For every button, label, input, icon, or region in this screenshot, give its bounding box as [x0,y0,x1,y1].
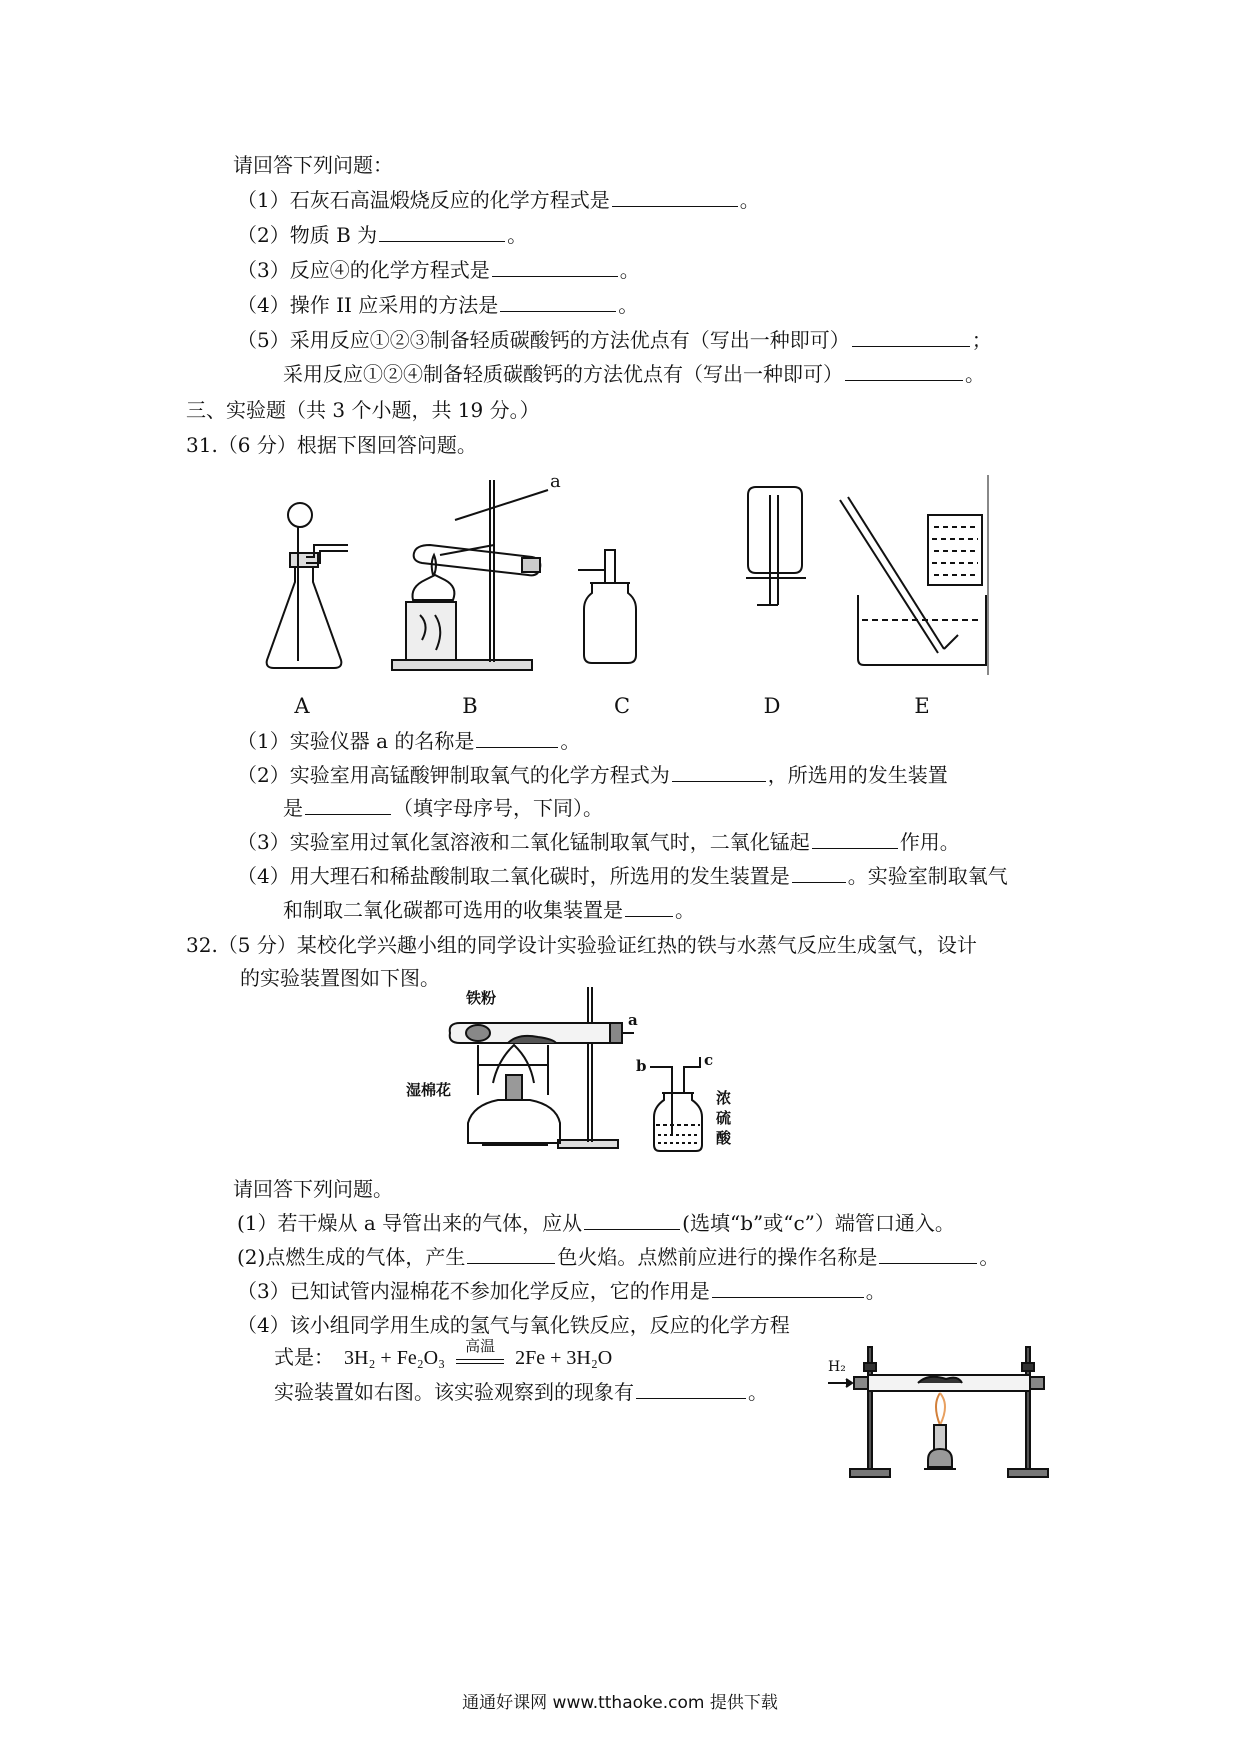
iron-powder-label: 铁粉 [466,989,497,1007]
q30-item-3-text: （3）反应④的化学方程式是 [237,258,490,282]
port-c-label: c [704,1051,714,1069]
h2-label: H₂ [828,1359,846,1375]
equation-left: 3H₂ + Fe₂O₃ [344,1347,446,1369]
conc-acid-label-2: 硫 [716,1109,732,1127]
q31-item-3-text: （3）实验室用过氧化氢溶液和二氧化锰制取氧气时，二氧化锰起 [237,830,810,854]
answer-blank[interactable] [467,1245,555,1264]
q30-item-5b: 采用反应①②④制备轻质碳酸钙的方法优点有（写出一种即可） 。 [283,362,985,386]
q30-item-1: （1）石灰石高温煅烧反应的化学方程式是 。 [237,188,760,212]
apparatus-c-bottle [578,550,636,663]
answer-blank[interactable] [712,1279,864,1298]
q30-item-4-text: （4）操作 II 应采用的方法是 [237,293,499,317]
apparatus-b-heating [392,480,548,670]
q30-item-2-text: （2）物质 B 为 [237,223,378,247]
q30-item-5a: （5）采用反应①②③制备轻质碳酸钙的方法优点有（写出一种即可） ； [237,328,992,352]
q32-equation: 式是： 3H₂ + Fe₂O₃ 高温 2Fe + 3H₂O [274,1339,613,1369]
apparatus-a-label: a [550,471,561,492]
equation-right: 2Fe + 3H₂O [515,1347,613,1369]
q31-item-1: （1）实验仪器 a 的名称是 。 [237,729,581,753]
apparatus-letter-b: B [462,694,478,718]
apparatus-a-flask [267,503,348,668]
apparatus-letter-e: E [914,694,930,718]
q31-item-2b: 是 （填字母序号，下同）。 [283,796,603,820]
q31-item-2: （2）实验室用高锰酸钾制取氧气的化学方程式为 ，所选用的发生装置 [237,763,948,787]
port-b-label: b [636,1057,647,1075]
q32-item-4-text: （4）该小组同学用生成的氢气与氧化铁反应，反应的化学方程 [237,1313,790,1337]
q30-item-3: （3）反应④的化学方程式是 。 [237,258,640,282]
answer-blank[interactable] [812,830,898,849]
q32-item-3-text: （3）已知试管内湿棉花不参加化学反应，它的作用是 [237,1279,710,1303]
q31-apparatus-figure [250,471,1050,725]
q31-item-3: （3）实验室用过氧化氢溶液和二氧化锰制取氧气时，二氧化锰起 作用。 [237,830,960,854]
q32-item-4-last: 实验装置如右图。该实验观察到的现象有 。 [274,1380,768,1404]
apparatus-letter-c: C [613,694,631,718]
q30-item-2: （2）物质 B 为 。 [237,223,528,247]
answer-blank[interactable] [852,328,970,347]
answer-blank[interactable] [492,258,618,277]
q31-item-2-text: （2）实验室用高锰酸钾制取氧气的化学方程式为 [237,763,670,787]
wet-cotton-label: 湿棉花 [406,1081,452,1099]
conc-acid-label-3: 酸 [716,1129,732,1147]
page-footer: 通通好课网 www.tthaoke.com 提供下载 [462,1693,778,1713]
answer-blank[interactable] [625,898,673,917]
q31-item-4-text: （4）用大理石和稀盐酸制取二氧化碳时，所选用的发生装置是 [237,864,790,888]
answer-blank[interactable] [672,763,766,782]
q32-item-1-text: (1）若干燥从 a 导管出来的气体，应从 [237,1211,583,1235]
q30-item-4: （4）操作 II 应采用的方法是 。 [237,293,639,317]
q30-item-5b-text: 采用反应①②④制备轻质碳酸钙的方法优点有（写出一种即可） [283,362,843,386]
q32-title-line2: 的实验装置图如下图。 [240,966,440,990]
q32-item-2-text: (2)点燃生成的气体，产生 [237,1245,466,1269]
answer-blank[interactable] [636,1380,746,1399]
port-a-label: a [628,1011,638,1029]
q32-item-4 [237,1313,790,1337]
apparatus-letter-a: A [294,694,310,718]
answer-blank[interactable] [792,864,846,883]
answer-intro: 请回答下列问题： [233,153,393,177]
answer-blank[interactable] [584,1211,680,1230]
reaction-condition: 高温 [456,1351,504,1364]
apparatus-e-trough [840,475,988,675]
answer-blank[interactable] [879,1245,977,1264]
q31-item-1-text: （1）实验仪器 a 的名称是 [237,729,475,753]
q32-item-2: (2)点燃生成的气体，产生 色火焰。点燃前应进行的操作名称是 。 [237,1245,1000,1269]
answer-blank[interactable] [476,729,558,748]
conc-acid-label-1: 浓 [716,1089,732,1107]
q31-title: 31.（6 分）根据下图回答问题。 [186,433,477,457]
q30-item-1-text: （1）石灰石高温煅烧反应的化学方程式是 [237,188,610,212]
apparatus-d-inverted-bottle [746,487,806,605]
q32-title-line1: 32.（5 分）某校化学兴趣小组的同学设计实验验证红热的铁与水蒸气反应生成氢气，设计 [186,933,977,957]
answer-blank[interactable] [612,188,738,207]
answer-blank[interactable] [845,362,963,381]
q32-item-1: (1）若干燥从 a 导管出来的气体，应从 (选填“b”或“c”）端管口通入。 [237,1211,955,1235]
answer-blank[interactable] [305,796,391,815]
q31-item-4: （4）用大理石和稀盐酸制取二氧化碳时，所选用的发生装置是 。实验室制取氧气 [237,864,1008,888]
answer-blank[interactable] [500,293,616,312]
section-heading: 三、实验题（共 3 个小题，共 19 分。） [186,398,540,422]
q31-item-4b: 和制取二氧化碳都可选用的收集装置是 。 [283,898,695,922]
q32-intro: 请回答下列问题。 [233,1177,393,1201]
apparatus-letter-d: D [763,694,781,718]
q32-item-3: （3）已知试管内湿棉花不参加化学反应，它的作用是 。 [237,1279,886,1303]
q32-apparatus-figure [406,985,778,1160]
answer-blank[interactable] [379,223,505,242]
q30-item-5a-text: （5）采用反应①②③制备轻质碳酸钙的方法优点有（写出一种即可） [237,328,850,352]
h2-reduction-figure [828,1345,1058,1480]
